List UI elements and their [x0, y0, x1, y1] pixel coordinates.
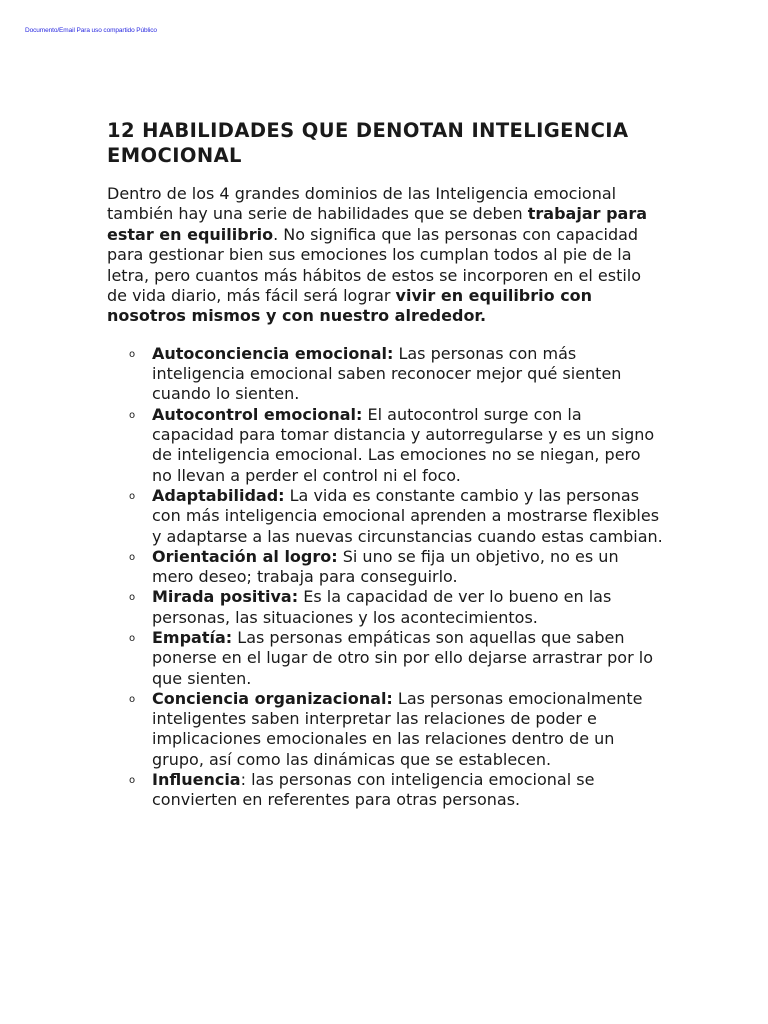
skill-term: Mirada positiva:	[152, 587, 299, 607]
skill-term: Influencia	[152, 770, 241, 790]
intro-text-1: Dentro de los 4 grandes dominios de las Inteligencia emocional también hay una serie de habilidades que se deben	[107, 184, 617, 224]
document-title: 12 HABILIDADES QUE DENOTAN INTELIGENCIA EMOCIONAL	[107, 119, 629, 167]
list-item	[107, 547, 663, 588]
list-item	[107, 486, 663, 547]
skill-term: Orientación al logro:	[152, 546, 338, 566]
bullet-icon: o	[129, 592, 136, 604]
document-header-note: Documento/Email Para uso compartido Público	[25, 27, 157, 34]
skill-description: : las personas con inteligencia emocional se convierten en referentes para otras personas.	[152, 770, 595, 810]
list-item	[107, 344, 663, 405]
list-item	[107, 628, 663, 689]
intro-text-2: . No significa que las personas con capacidad para gestionar bien sus emociones los cumplan todos al pie de la letra, pero cuantos más hábitos de estos se incorporen en el estilo de vida diario, más fácil será lograr	[107, 224, 642, 306]
intro-bold-1: trabajar para estar en equilibrio	[107, 204, 648, 244]
skill-term: Empatía:	[152, 628, 233, 647]
intro-bold-2: vivir en equilibrio con nosotros mismos y con nuestro alrededor.	[107, 286, 593, 326]
intro-paragraph	[107, 184, 663, 327]
bullet-icon: o	[129, 348, 136, 360]
document-body	[107, 118, 663, 811]
skill-description: Las personas empáticas son aquellas que saben ponerse en el lugar de otro sin por ello dejarse arrastrar por lo que sienten.	[152, 628, 653, 688]
skill-description: El autocontrol surge con la capacidad para tomar distancia y autorregularse y es un signo de inteligencia emocional. Las emociones no se niegan, pero no llevan a perder el control ni el foco.	[152, 404, 655, 485]
skill-description: Las personas emocionalmente inteligentes saben interpretar las relaciones de poder e implicaciones emocionales en las relaciones dentro de un grupo, así como las dinámicas que se establecen.	[152, 688, 643, 769]
list-item	[107, 587, 663, 628]
skill-term: Conciencia organizacional:	[152, 688, 393, 708]
skill-term: Autoconciencia emocional:	[152, 343, 394, 363]
skill-term: Autocontrol emocional:	[152, 404, 363, 424]
list-item	[107, 405, 663, 486]
bullet-icon: o	[129, 490, 136, 502]
list-item	[107, 770, 663, 811]
skill-term: Adaptabilidad:	[152, 485, 285, 505]
bullet-icon: o	[129, 775, 136, 787]
list-item	[107, 689, 663, 770]
skill-description: Si uno se fija un objetivo, no es un mero deseo; trabaja para conseguirlo.	[152, 546, 619, 587]
skills-list	[107, 344, 663, 811]
skill-description: Las personas con más inteligencia emocional saben reconocer mejor qué sienten cuando lo sienten.	[152, 343, 622, 404]
bullet-icon: o	[129, 693, 136, 705]
skill-description: Es la capacidad de ver lo bueno en las personas, las situaciones y los acontecimientos.	[152, 587, 612, 627]
bullet-icon: o	[129, 633, 136, 644]
skill-description: La vida es constante cambio y las personas con más inteligencia emocional aprenden a mostrarse flexibles y adaptarse a las nuevas circunstancias cuando estas cambian.	[152, 485, 663, 546]
bullet-icon: o	[129, 551, 136, 563]
bullet-icon: o	[129, 409, 136, 421]
